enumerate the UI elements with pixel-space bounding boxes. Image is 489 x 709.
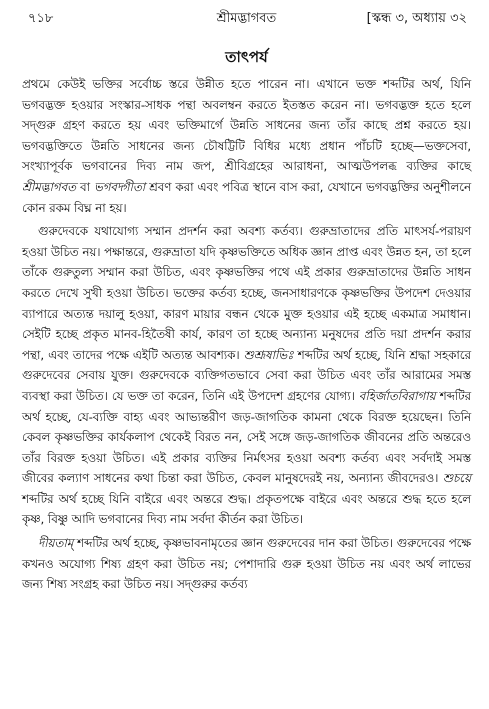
paragraph <box>22 74 471 218</box>
italic-term: শ্রীমদ্ভাগবত <box>22 179 76 194</box>
text-run: শব্দটির অর্থ হচ্ছে, যিনি শ্রদ্ধা সহকারে গুরুদেবের সেবায় যুক্ত। গুরুদেবকে ব্যক্তিগতভাবে সেবা করা উচিত এবং তাঁর আরামের সমস্ত ব্যবস্থা করা উচিত। যে ভক্ত তা করেন, তিনি এই উপদেশ গ্রহণের যোগ্য। <box>22 347 471 403</box>
paragraph <box>22 533 471 595</box>
italic-term: শুচয়ে <box>442 471 471 486</box>
text-run: গুরুদেবকে যথাযোগ্য সম্মান প্রদর্শন করা অবশ্য কর্তব্য। গুরুভ্রাতাদের প্রতি মাৎসর্য-পরায়ণ হওয়া উচিত নয়। পক্ষান্তরে, গুরুভ্রাতা যদি কৃষ্ণভক্তিতে অধিক জ্ঞান প্রাপ্ত এবং উন্নত হন, তা হলে তাঁকে গুরুতুল্য সম্মান করা উচিত, এবং কৃষ্ণভক্তির পথে এই প্রকার গুরুভ্রাতাদের উন্নতি সাধন করতে দেখে সুখী হওয়া উচিত। ভক্তের কর্তব্য হচ্ছে, জনসাধারণকে কৃষ্ণভক্তির উপদেশ দেওয়ার ব্যাপারে অত্যন্ত দয়ালু হওয়া, কারণ মায়ার বন্ধন থেকে মুক্ত হওয়ার এই হচ্ছে একমাত্র সমাধান। সেইটি হচ্ছে প্রকৃত মানব-হিতৈষী কার্য, কারণ তা হচ্ছে অন্যান্য মনুষদের প্রতি দয়া প্রদর্শন করার পন্থা, এবং তাদের পক্ষে এইটি অত্যন্ত আবশ্যক। <box>22 224 471 362</box>
text-run: শব্দটির অর্থ হচ্ছে, যে-ব্যক্তি বাহ্য এবং আভ্যন্তরীণ জড়-জাগতিক কামনা থেকে বিরক্ত হয়েছেন। তিনি কেবল কৃষ্ণভক্তির কার্যকলাপ থেকেই বিরত নন, সেই সঙ্গে জড়-জাগতিক জীবনের প্রতি অন্তরেও তাঁর বিরক্ত হওয়া উচিত। এই প্রকার ব্যক্তির নির্মৎসর হওয়া অবশ্য কর্তব্য এবং সর্বদাই সমস্ত জীবের কল্যাণ সাধনের কথা চিন্তা করা উচিত, কেবল মানুষদেরই নয়, অন্যান্য জীবদেরও। <box>22 388 471 486</box>
text-run: শব্দটির অর্থ হচ্ছে যিনি বাইরে এবং অন্তরে শুদ্ধ। প্রকৃতপক্ষে বাইরে এবং অন্তরে শুদ্ধ হতে হলে কৃষ্ণ, বিষ্ণু আদি ভগবানের দিব্য নাম সর্বদা কীর্তন করা উচিত। <box>22 491 471 527</box>
italic-term: ভগবদ্গীতা <box>93 179 146 194</box>
text-run: শ্রবণ করা এবং পবিত্র স্থানে বাস করা, যেখানে ভগবদ্ভক্তির অনুশীলনে কোন রকম বিঘ্ন না হয়। <box>22 179 472 215</box>
section-title: তাৎপর্য <box>225 48 268 66</box>
text-run: শব্দটির অর্থ হচ্ছে, কৃষ্ণভাবনামৃতের জ্ঞান গুরুদেবের দান করা উচিত। গুরুদেবের পক্ষে কখনও অযোগ্য শিষ্য গ্রহণ করা উচিত নয়; পেশাদারি গুরু হওয়া উচিত নয় এবং অর্থ লাভের জন্য শিষ্য সংগ্রহ করা উচিত নয়। সদ্গুরুর কর্তব্য <box>22 536 471 592</box>
italic-term: বহির্জাতবিরাগায় <box>358 388 436 403</box>
body-text <box>22 74 471 595</box>
paragraph <box>22 221 471 530</box>
chapter-reference: [স্কন্ধ ৩, অধ্যায় ৩২ <box>366 11 467 26</box>
italic-term: দীয়তাম্ <box>38 536 74 551</box>
running-title: শ্রীমদ্ভাগবত <box>216 11 277 26</box>
page-number: ৭১৮ <box>28 11 54 26</box>
text-run: প্রথমে কেউই ভক্তির সর্বোচ্চ স্তরে উন্নীত হতে পারেন না। এখানে ভক্ত শব্দটির অর্থ, যিনি ভগবদ্ভক্ত হওয়ার সংস্কার-সাধক পন্থা অবলম্বন করতে ইতস্তত করেন না। ভগবদ্ভক্ত হতে হলে সদ্গুরু গ্রহণ করতে হয় এবং ভক্তিমার্গে উন্নতি সাধনের জন্য তাঁর কাছে প্রশ্ন করতে হয়। ভগবদ্ভক্তিতে উন্নতি সাধনের জন্য চৌষট্টিটি বিধির মধ্যে প্রধান পাঁচটি হচ্ছে—ভক্তসেবা, সংখ্যাপূর্বক ভগবানের দিব্য নাম জপ, শ্রীবিগ্রহের আরাধনা, আত্মউপলব্ধ ব্যক্তির কাছে <box>22 77 471 174</box>
text-run: বা <box>75 179 94 194</box>
page-header <box>22 8 471 30</box>
italic-term: শুশ্রূষাভিঃ <box>243 347 294 362</box>
